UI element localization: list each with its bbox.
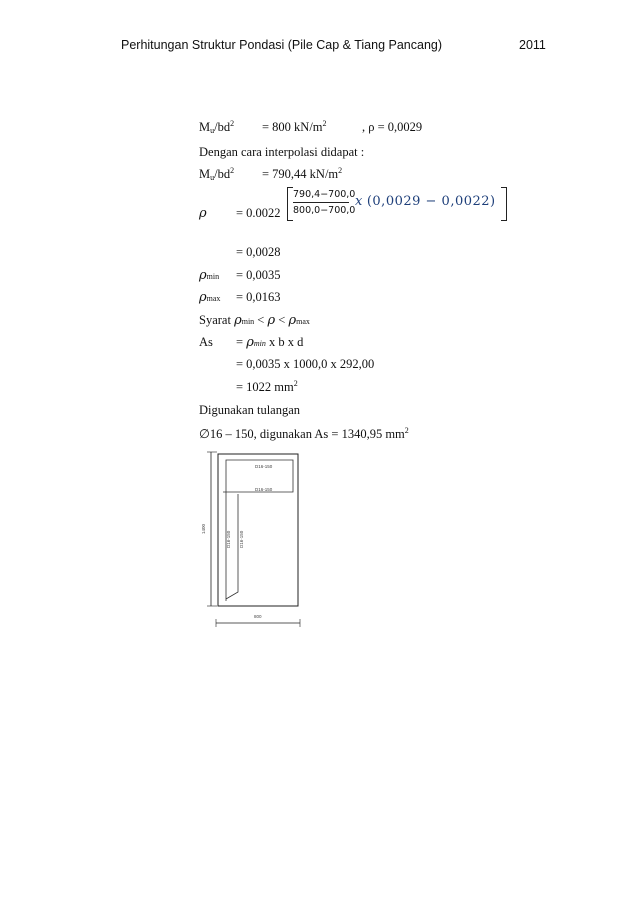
calc-line-mu-interp-value: = 790,44 $kN/m^2$ bbox=[262, 166, 343, 181]
rho-base-value: = 0.0022 bbox=[236, 206, 281, 220]
as-result: = 1022 $mm^2$ bbox=[236, 379, 298, 394]
pile-cap-section bbox=[218, 454, 298, 606]
rho-min-value: = 0,0035 bbox=[236, 268, 281, 282]
page-header-year: 2011 bbox=[519, 38, 546, 52]
label-mid-rebar: D16-150 bbox=[255, 487, 273, 492]
calc-line-rho-given: , ρ = 0,0029 bbox=[362, 120, 423, 134]
calc-line-mu-value: = 800 $kN/m^2$ bbox=[262, 119, 327, 134]
reinforcement-drawing bbox=[195, 448, 305, 630]
dimension-width-label: 800 bbox=[254, 614, 262, 619]
rho-symbol: ρ bbox=[199, 206, 207, 221]
calc-line-mu-bd2-interp: $M_u/bd^2$ bbox=[199, 166, 235, 182]
dimension-height-label: 1400 bbox=[201, 523, 206, 534]
rho-max-value: = 0,0163 bbox=[236, 290, 281, 304]
top-rebar bbox=[226, 460, 293, 601]
interpolation-fraction: $\frac{790,4-700,0}{800,0-700,0}$ bbox=[293, 189, 356, 216]
as-substitution: = 0,0035 x 1000,0 x 292,00 bbox=[236, 357, 375, 371]
interpolation-multiplier: x (0,0029 − 0,0022) bbox=[355, 194, 496, 209]
as-label: As bbox=[199, 335, 213, 349]
label-vert-outer-rebar: D16-150 bbox=[226, 530, 231, 548]
rebar-spec: ∅16 – 150, digunakan As = 1340,95 $mm^2$ bbox=[199, 426, 409, 441]
calc-line-mu-bd2: $M_u/bd^2$ bbox=[199, 119, 235, 135]
rho-result: = 0,0028 bbox=[236, 245, 281, 259]
interpolation-formula bbox=[287, 187, 507, 221]
digunakan-tulangan: Digunakan tulangan bbox=[199, 403, 301, 417]
page-header-title: Perhitungan Struktur Pondasi (Pile Cap & Tiang Pancang) bbox=[121, 38, 443, 52]
rho-max-label: ρmax bbox=[199, 290, 221, 305]
syarat-condition: Syarat ρmin < ρ < ρmax bbox=[199, 313, 310, 328]
right-bracket bbox=[501, 187, 507, 221]
calc-line-interpolation: Dengan cara interpolasi didapat : bbox=[199, 145, 365, 159]
label-vert-inner-rebar: D16-150 bbox=[239, 530, 244, 548]
rho-min-label: ρmin bbox=[199, 268, 220, 283]
as-formula: = ρmin x b x d bbox=[236, 335, 304, 350]
label-top-rebar: D16-150 bbox=[255, 464, 273, 469]
